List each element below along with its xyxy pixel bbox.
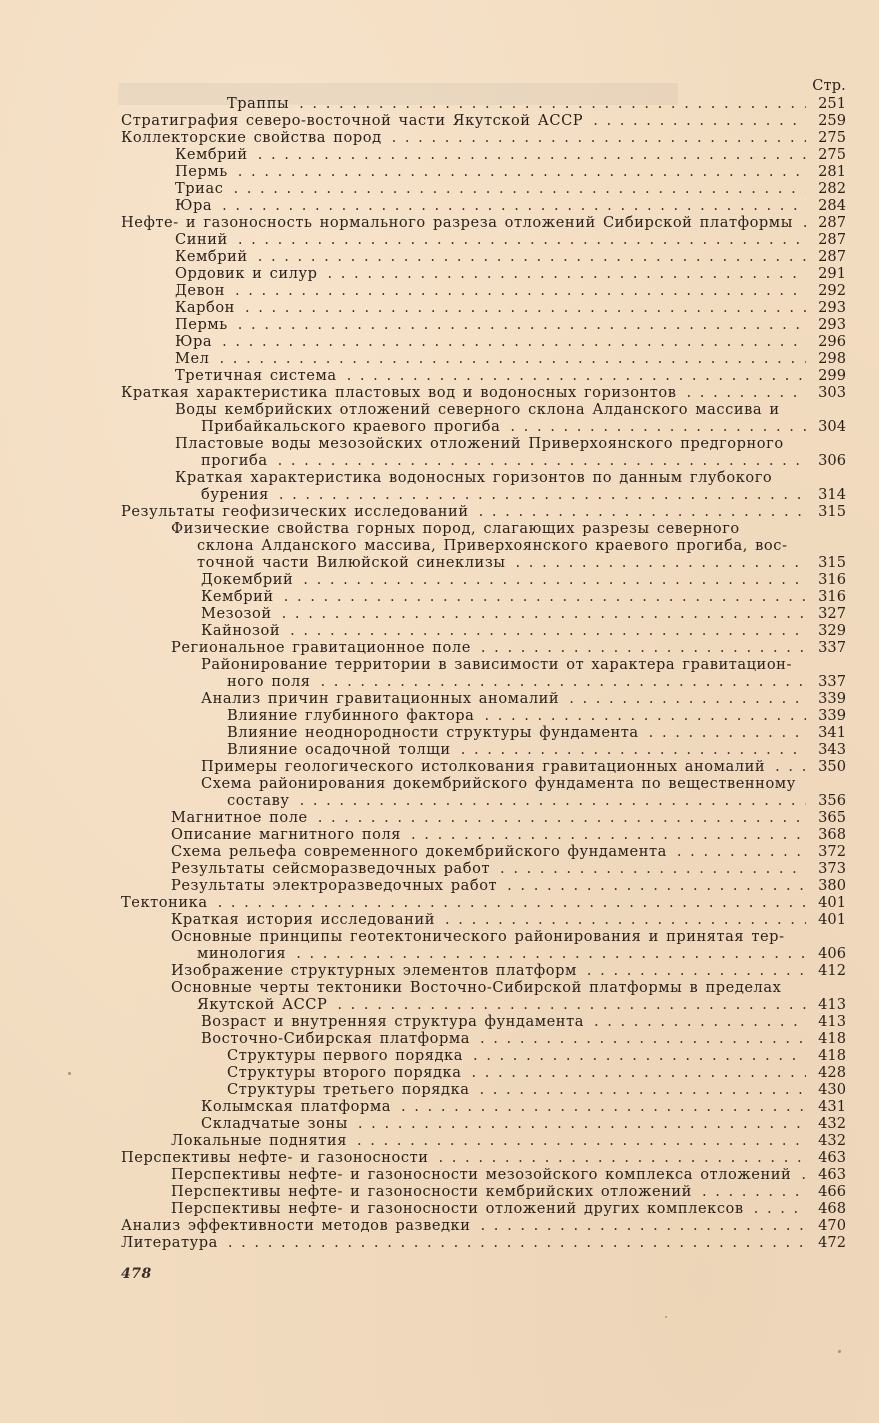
dot-leader	[481, 639, 806, 656]
dot-leader	[484, 707, 806, 724]
toc-entry[interactable]	[121, 962, 846, 979]
toc-entry-title: Перспективы нефте- и газоносности отложений других комплексов	[171, 1200, 744, 1217]
toc-entry-page: 463	[818, 1149, 846, 1166]
toc-entry-title-line: Районирование территории в зависимости от характера гравитацион-	[201, 656, 792, 673]
dot-leader	[296, 945, 806, 962]
toc-entry-page: 365	[818, 809, 846, 826]
toc-entry[interactable]	[121, 350, 846, 367]
toc-entry-title: Юра	[175, 197, 213, 214]
toc-entry-page: 284	[818, 197, 846, 214]
toc-entry-page: 292	[818, 282, 846, 299]
toc-entry-title: Ордовик и силур	[175, 265, 318, 282]
toc-entry[interactable]	[121, 1115, 846, 1132]
toc-entry-page: 468	[818, 1200, 846, 1217]
toc-entry[interactable]	[121, 146, 846, 163]
toc-entry[interactable]	[121, 1013, 846, 1030]
toc-entry-title: Результаты геофизических исследований	[121, 503, 469, 520]
dot-leader	[290, 622, 806, 639]
dot-leader	[238, 231, 806, 248]
paper-speck	[838, 1350, 841, 1353]
toc-entry-page: 303	[818, 384, 846, 401]
toc-entry-title: Влияние неоднородности структуры фундамента	[227, 724, 639, 741]
dot-leader	[649, 724, 806, 741]
toc-entry[interactable]	[121, 163, 846, 180]
toc-entry[interactable]	[121, 401, 846, 435]
toc-entry-title: ного поля	[227, 673, 311, 690]
toc-entry[interactable]	[121, 435, 846, 469]
dot-leader	[775, 758, 806, 775]
toc-entry[interactable]	[121, 860, 846, 877]
dot-leader	[593, 112, 806, 129]
toc-entry-title: Пермь	[175, 316, 228, 333]
toc-entry[interactable]	[121, 1047, 846, 1064]
dot-leader	[303, 571, 806, 588]
toc-entry-title: Третичная система	[175, 367, 337, 384]
toc-entry-title: Мел	[175, 350, 210, 367]
toc-entry-title: минология	[197, 945, 287, 962]
toc-entry-page: 432	[818, 1115, 846, 1132]
toc-entry-title: Кембрий	[201, 588, 274, 605]
toc-entry-title: Изображение структурных элементов платформ	[171, 962, 577, 979]
page-column-header: Стр.	[812, 78, 846, 94]
toc-entry-title: составу	[227, 792, 290, 809]
dot-leader	[321, 673, 806, 690]
toc-entry-page: 463	[818, 1166, 846, 1183]
toc-entry-page: 287	[818, 214, 846, 231]
dot-leader	[282, 605, 806, 622]
toc-entry-title-line: Воды кембрийских отложений северного склона Алданского массива и	[175, 401, 780, 418]
dot-leader	[299, 95, 806, 112]
toc-entry-title: Результаты сейсморазведочных работ	[171, 860, 491, 877]
dot-leader	[461, 741, 806, 758]
toc-entry[interactable]	[121, 231, 846, 248]
toc-entry[interactable]	[121, 282, 846, 299]
toc-entry-page: 281	[818, 163, 846, 180]
toc-entry-title: Кембрий	[175, 146, 248, 163]
toc-entry-page: 418	[818, 1047, 846, 1064]
toc-entry-page: 339	[818, 707, 846, 724]
dot-leader	[392, 129, 806, 146]
toc-entry-page: 343	[818, 741, 846, 758]
toc-entry-title-line: Пластовые воды мезозойских отложений Приверхоянского предгорного	[175, 435, 784, 452]
toc-entry-title: Структуры третьего порядка	[227, 1081, 470, 1098]
toc-entry[interactable]	[121, 1081, 846, 1098]
toc-entry-title: Описание магнитного поля	[171, 826, 402, 843]
toc-entry[interactable]	[121, 469, 846, 503]
dot-leader	[445, 911, 806, 928]
toc-entry[interactable]	[121, 826, 846, 843]
toc-entry-title-line: склона Алданского массива, Приверхоянского краевого прогиба, вос-	[197, 537, 788, 554]
toc-entry-page: 431	[818, 1098, 846, 1115]
toc-entry-page: 304	[818, 418, 846, 435]
toc-entry[interactable]	[121, 605, 846, 622]
toc-entry-title: Стратиграфия северо-восточной части Якутской АССР	[121, 112, 584, 129]
toc-entry-title: Магнитное поле	[171, 809, 308, 826]
toc-entry[interactable]	[121, 503, 846, 520]
toc-entry-title: Коллекторские свойства пород	[121, 129, 382, 146]
dot-leader	[480, 1081, 807, 1098]
toc-entry-page: 430	[818, 1081, 846, 1098]
toc-entry-title: Колымская платформа	[201, 1098, 391, 1115]
toc-entry-page: 314	[818, 486, 846, 503]
toc-entry-page: 329	[818, 622, 846, 639]
toc-entry[interactable]	[121, 741, 846, 758]
toc-entry[interactable]	[121, 1234, 846, 1251]
toc-entry[interactable]	[121, 197, 846, 214]
toc-entry-title: Краткая история исследований	[171, 911, 436, 928]
toc-entry-title: Прибайкальского краевого прогиба	[201, 418, 501, 435]
dot-leader	[594, 1013, 806, 1030]
toc-entry-title: прогиба	[201, 452, 268, 469]
toc-entry-title: Перспективы нефте- и газоносности	[121, 1149, 429, 1166]
toc-entry[interactable]	[121, 520, 846, 571]
toc-entry-page: 296	[818, 333, 846, 350]
toc-entry-title: Перспективы нефте- и газоносности кембрийских отложений	[171, 1183, 692, 1200]
toc-entry-title: Синий	[175, 231, 228, 248]
toc-entry-title-line: Основные черты тектоники Восточно-Сибирской платформы в пределах	[171, 979, 782, 996]
toc-entry-page: 368	[818, 826, 846, 843]
toc-entry-page: 401	[818, 911, 846, 928]
dot-leader	[328, 265, 807, 282]
toc-entry-title: Примеры геологического истолкования гравитационных аномалий	[201, 758, 766, 775]
toc-entry-page: 341	[818, 724, 846, 741]
toc-entry[interactable]	[121, 724, 846, 741]
toc-entry[interactable]	[121, 384, 846, 401]
toc-entry[interactable]	[121, 588, 846, 605]
toc-entry-page: 337	[818, 639, 846, 656]
dot-leader	[401, 1098, 806, 1115]
toc-entry[interactable]	[121, 214, 846, 231]
toc-entry[interactable]	[121, 367, 846, 384]
toc-entry-page: 380	[818, 877, 846, 894]
toc-entry-title: Влияние осадочной толщи	[227, 741, 451, 758]
toc-entry-title-line: Основные принципы геотектонического районирования и принятая тер-	[171, 928, 785, 945]
toc-entry-page: 251	[818, 95, 846, 112]
dot-leader	[754, 1200, 806, 1217]
toc-entry-page: 298	[818, 350, 846, 367]
toc-entry-title: Кембрий	[175, 248, 248, 265]
dot-leader	[587, 962, 806, 979]
toc-entry-page: 356	[818, 792, 846, 809]
dot-leader	[687, 384, 806, 401]
toc-entry-page: 287	[818, 248, 846, 265]
paper-speck	[665, 1316, 667, 1318]
dot-leader	[318, 809, 806, 826]
toc-entry[interactable]	[121, 299, 846, 316]
toc-entry[interactable]	[121, 316, 846, 333]
toc-entry[interactable]	[121, 1166, 846, 1183]
dot-leader	[235, 282, 806, 299]
toc-entry[interactable]	[121, 333, 846, 350]
toc-entry-title: Результаты электроразведочных работ	[171, 877, 498, 894]
toc-entry[interactable]	[121, 180, 846, 197]
toc-entry-page: 275	[818, 129, 846, 146]
toc-entry[interactable]	[121, 1030, 846, 1047]
dot-leader	[481, 1217, 806, 1234]
dot-leader	[438, 1149, 806, 1166]
toc-entry[interactable]	[121, 809, 846, 826]
toc-entry[interactable]	[121, 928, 846, 962]
toc-entry-title: Влияние глубинного фактора	[227, 707, 475, 724]
dot-leader	[803, 214, 806, 231]
toc-entry-title: Краткая характеристика пластовых вод и водоносных горизонтов	[121, 384, 677, 401]
dot-leader	[471, 1064, 806, 1081]
toc-entry-page: 413	[818, 1013, 846, 1030]
dot-leader	[300, 792, 806, 809]
dot-leader	[228, 1234, 806, 1251]
dot-leader	[357, 1132, 806, 1149]
dot-leader	[279, 486, 806, 503]
toc-entry-title: Пермь	[175, 163, 228, 180]
dot-leader	[480, 1030, 806, 1047]
toc-entry-title: Триас	[175, 180, 224, 197]
dot-leader	[222, 333, 806, 350]
toc-entry[interactable]	[121, 1098, 846, 1115]
toc-entry[interactable]	[121, 112, 846, 129]
toc-entry[interactable]	[121, 1217, 846, 1234]
toc-entry-page: 293	[818, 299, 846, 316]
toc-entry-page: 401	[818, 894, 846, 911]
toc-entry[interactable]	[121, 690, 846, 707]
toc-entry-title: Девон	[175, 282, 225, 299]
toc-entry-page: 372	[818, 843, 846, 860]
toc-entry-page: 316	[818, 588, 846, 605]
toc-entry-title-line: Схема районирования докембрийского фундамента по вещественному	[201, 775, 796, 792]
toc-entry-title: Нефте- и газоносность нормального разреза отложений Сибирской платформы	[121, 214, 793, 231]
toc-entry-page: 259	[818, 112, 846, 129]
toc-entry-page: 339	[818, 690, 846, 707]
dot-leader	[258, 248, 806, 265]
toc-entry-title: Докембрий	[201, 571, 294, 588]
toc-entry[interactable]	[121, 1064, 846, 1081]
toc-entry-title: Мезозой	[201, 605, 272, 622]
toc-entry-title: Локальные поднятия	[171, 1132, 347, 1149]
dot-leader	[569, 690, 806, 707]
toc-entry[interactable]	[121, 248, 846, 265]
toc-entry-title: Анализ причин гравитационных аномалий	[201, 690, 560, 707]
toc-entry[interactable]	[121, 656, 846, 690]
toc-entry[interactable]	[121, 95, 846, 112]
toc-entry-title-line: Краткая характеристика водоносных горизонтов по данным глубокого	[175, 469, 773, 486]
toc-entry-page: 418	[818, 1030, 846, 1047]
toc-entry-title: Схема рельефа современного докембрийского фундамента	[171, 843, 667, 860]
toc-entry-title: Региональное гравитационное поле	[171, 639, 471, 656]
toc-entry-title: Перспективы нефте- и газоносности мезозойского комплекса отложений	[171, 1166, 792, 1183]
toc-entry-title: Структуры второго порядка	[227, 1064, 462, 1081]
toc-entry[interactable]	[121, 758, 846, 775]
toc-entry-page: 275	[818, 146, 846, 163]
toc-entry-title: Анализ эффективности методов разведки	[121, 1217, 471, 1234]
dot-leader	[500, 860, 806, 877]
toc-entry[interactable]	[121, 265, 846, 282]
toc-entry-title-line: Физические свойства горных пород, слагающих разрезы северного	[171, 520, 740, 537]
toc-entry[interactable]	[121, 622, 846, 639]
dot-leader	[284, 588, 806, 605]
toc-entry-page: 466	[818, 1183, 846, 1200]
toc-entry-page: 287	[818, 231, 846, 248]
toc-entry[interactable]	[121, 1149, 846, 1166]
dot-leader	[411, 826, 806, 843]
toc-entry-title: Юра	[175, 333, 213, 350]
toc-entry-title: Складчатые зоны	[201, 1115, 348, 1132]
toc-entry-page: 406	[818, 945, 846, 962]
toc-entry-page: 293	[818, 316, 846, 333]
dot-leader	[510, 418, 806, 435]
toc-entry-page: 315	[818, 503, 846, 520]
toc-entry-page: 472	[818, 1234, 846, 1251]
toc-entry-title: Кайнозой	[201, 622, 281, 639]
toc-entry-page: 412	[818, 962, 846, 979]
toc-entry[interactable]	[121, 877, 846, 894]
toc-entry[interactable]	[121, 843, 846, 860]
toc-entry-page: 316	[818, 571, 846, 588]
toc-entry[interactable]	[121, 707, 846, 724]
dot-leader	[473, 1047, 806, 1064]
dot-leader	[801, 1166, 806, 1183]
toc-entry-page: 327	[818, 605, 846, 622]
dot-leader	[238, 163, 806, 180]
page-number: 478	[121, 1266, 152, 1282]
toc-entry-page: 413	[818, 996, 846, 1013]
dot-leader	[507, 877, 806, 894]
dot-leader	[516, 554, 806, 571]
dot-leader	[218, 894, 806, 911]
toc-entry-page: 306	[818, 452, 846, 469]
toc-entry[interactable]	[121, 1132, 846, 1149]
dot-leader	[233, 180, 806, 197]
toc-entry-page: 350	[818, 758, 846, 775]
dot-leader	[258, 146, 806, 163]
toc-entry[interactable]	[121, 911, 846, 928]
dot-leader	[358, 1115, 806, 1132]
toc-entry-page: 291	[818, 265, 846, 282]
toc-entry-title: Карбон	[175, 299, 235, 316]
dot-leader	[347, 367, 806, 384]
toc-entry-page: 470	[818, 1217, 846, 1234]
toc-entry[interactable]	[121, 129, 846, 146]
dot-leader	[245, 299, 806, 316]
paper-speck	[68, 1072, 71, 1075]
toc-entry[interactable]	[121, 894, 846, 911]
toc-entry-page: 373	[818, 860, 846, 877]
table-of-contents	[121, 95, 846, 1251]
toc-entry-title: Структуры первого порядка	[227, 1047, 463, 1064]
dot-leader	[222, 197, 806, 214]
toc-entry-page: 299	[818, 367, 846, 384]
toc-entry[interactable]	[121, 571, 846, 588]
toc-entry[interactable]	[121, 775, 846, 809]
toc-entry-title: точной части Вилюйской синеклизы	[197, 554, 506, 571]
toc-entry[interactable]	[121, 1183, 846, 1200]
dot-leader	[278, 452, 806, 469]
toc-entry[interactable]	[121, 979, 846, 1013]
dot-leader	[337, 996, 806, 1013]
toc-entry-page: 428	[818, 1064, 846, 1081]
toc-entry-title: Литература	[121, 1234, 218, 1251]
toc-entry-title: Тектоника	[121, 894, 208, 911]
toc-entry-title: Якутской АССР	[197, 996, 328, 1013]
toc-entry-title: Траппы	[227, 95, 290, 112]
toc-entry[interactable]	[121, 639, 846, 656]
toc-entry-page: 337	[818, 673, 846, 690]
dot-leader	[702, 1183, 806, 1200]
toc-entry-page: 315	[818, 554, 846, 571]
dot-leader	[220, 350, 806, 367]
toc-entry-title: Восточно-Сибирская платформа	[201, 1030, 470, 1047]
dot-leader	[479, 503, 806, 520]
toc-entry-title: бурения	[201, 486, 269, 503]
toc-entry-page: 432	[818, 1132, 846, 1149]
toc-entry-title: Возраст и внутренняя структура фундамента	[201, 1013, 584, 1030]
toc-entry-page: 282	[818, 180, 846, 197]
toc-entry[interactable]	[121, 1200, 846, 1217]
dot-leader	[238, 316, 806, 333]
dot-leader	[677, 843, 806, 860]
